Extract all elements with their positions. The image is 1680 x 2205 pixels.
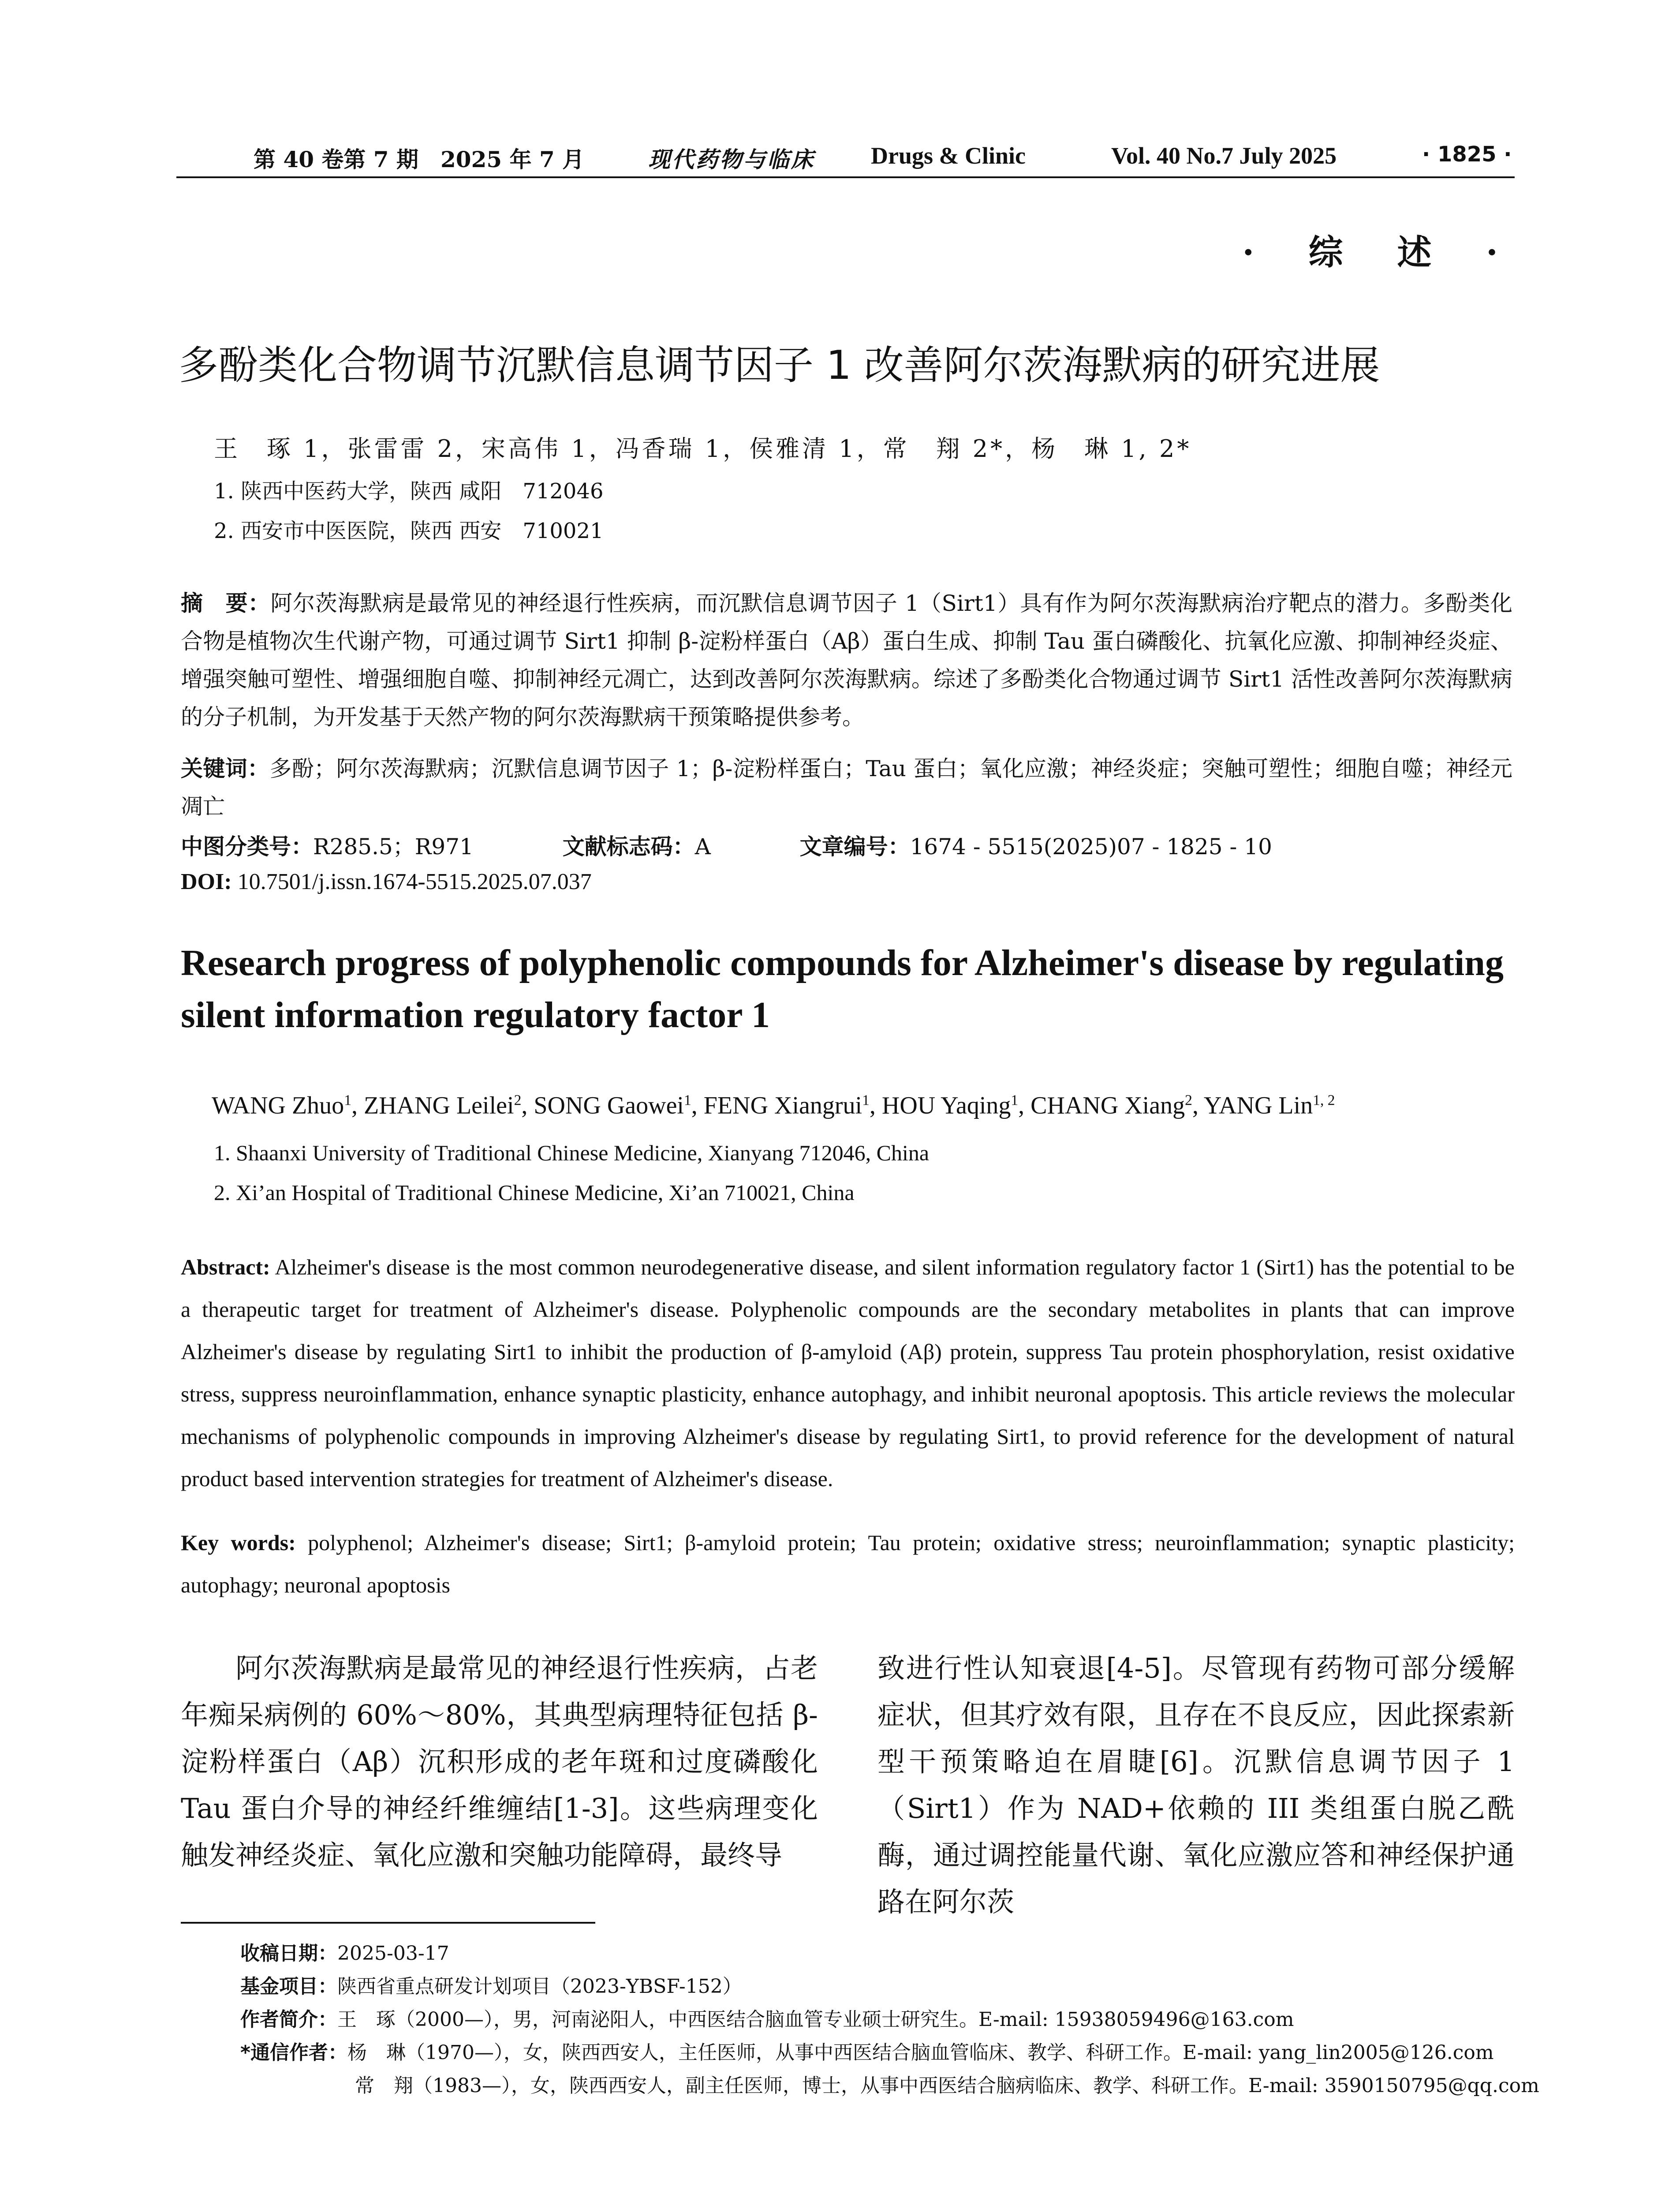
- footnote-corresponding-2-text: 常 翔（1983—），女，陕西西安人，副主任医师，博士，从事中西医结合脑病临床、教学、科研工作。E-mail: 3590150795@qq.com: [355, 2074, 1539, 2097]
- footnote-rule: [181, 1922, 595, 1924]
- clc-value: R285.5；R971: [313, 834, 474, 860]
- footnote-received: [240, 1937, 449, 1966]
- header-issue-cn: 第 40 卷第 7 期 2025 年 7 月: [254, 146, 585, 172]
- body-column-left: 阿尔茨海默病是最常见的神经退行性疾病，占老年痴呆病例的 60%～80%，其典型病理特征包括 β-淀粉样蛋白（Aβ）沉积形成的老年斑和过度磷酸化 Tau 蛋白介导的神经纤维缠结[1-3]。这些病理变化触发神经炎症、氧化应激和突触功能障碍，最终导: [181, 1652, 818, 1871]
- article-no-value: 1674 - 5515(2025)07 - 1825 - 10: [910, 834, 1272, 860]
- authors-en: WANG Zhuo$^1$, ZHANG Leilei$^2$, SONG Gaowei$^1$, FENG Xiangrui$^1$, HOU Yaqing$^1$, CHANG Xiang$^2$, YANG Lin$^{1, 2}$: [212, 1092, 1335, 1119]
- keywords-cn: [181, 750, 1512, 826]
- keywords-cn-label: 关键词：: [181, 756, 270, 781]
- title-cn: 多酚类化合物调节沉默信息调节因子 1 改善阿尔茨海默病的研究进展: [179, 342, 1380, 389]
- abstract-cn: [181, 584, 1512, 736]
- footnote-received-label: 收稿日期：: [240, 1942, 337, 1965]
- header-rule: [176, 176, 1515, 178]
- abstract-en: [181, 1246, 1515, 1500]
- keywords-en-label: Key words:: [181, 1530, 296, 1555]
- abstract-en-text: Alzheimer's disease is the most common neurodegenerative disease, and silent information regulatory factor 1 (Sirt1) has the potential to be a therapeutic target for treatment of Alzheimer's disease. Polyphenolic compounds are the secondary metabolites in plants that can improve Alzheimer's disease by regulating Sirt1 to inhibit the production of β-amyloid (Aβ) protein, suppress Tau protein phosphorylation, resist oxidative stress, suppress neuroinflammation, enhance synaptic plasticity, enhance autophagy, and inhibit neuronal apoptosis. This article reviews the molecular mechanisms of polyphenolic compounds in improving Alzheimer's disease by regulating Sirt1, to provid reference for the development of natural product based intervention strategies for treatment of Alzheimer's disease.: [181, 1255, 1515, 1491]
- footnote-corresponding-label: *通信作者：: [240, 2041, 348, 2064]
- header-page-number: · 1825 ·: [1422, 142, 1512, 167]
- header-journal-cn: 现代药物与临床: [648, 146, 815, 172]
- footnote-funding-label: 基金项目：: [240, 1975, 337, 1998]
- abstract-cn-label: 摘 要：: [181, 590, 271, 616]
- footnote-corresponding-author: [240, 2037, 1494, 2065]
- article-no-label: 文章编号：: [799, 834, 910, 860]
- footnote-author-bio-text: 王 琢（2000—），男，河南泌阳人，中西医结合脑血管专业硕士研究生。E-mail: 15938059496@163.com: [337, 2008, 1294, 2031]
- footnote-funding: [240, 1970, 742, 1999]
- keywords-cn-text: 多酚；阿尔茨海默病；沉默信息调节因子 1；β-淀粉样蛋白；Tau 蛋白；氧化应激；神经炎症；突触可塑性；细胞自噬；神经元凋亡: [181, 756, 1512, 819]
- doi-value: 10.7501/j.issn.1674-5515.2025.07.037: [237, 869, 592, 894]
- doi-label: DOI:: [181, 869, 232, 894]
- footnote-funding-text: 陕西省重点研发计划项目（2023-YBSF-152）: [337, 1975, 742, 1998]
- title-en: Research progress of polyphenolic compounds for Alzheimer's disease by regulating silent information regulatory factor 1: [181, 942, 1504, 1035]
- clc-label: 中图分类号：: [181, 834, 313, 860]
- column-label: · 综 述 ·: [1242, 232, 1519, 273]
- keywords-en-text: polyphenol; Alzheimer's disease; Sirt1; β-amyloid protein; Tau protein; oxidative stress; neuroinflammation; synaptic plasticity; autophagy; neuronal apoptosis: [181, 1530, 1515, 1597]
- affiliation-en-2: 2. Xi’an Hospital of Traditional Chinese Medicine, Xi’an 710021, China: [214, 1180, 855, 1205]
- footnote-received-text: 2025-03-17: [337, 1942, 449, 1965]
- footnote-corresponding-author-2: [355, 2070, 1539, 2098]
- authors-cn: 王 琢 1，张雷雷 2，宋高伟 1，冯香瑞 1，侯雅清 1，常 翔 2*，杨 琳 1, 2*: [214, 435, 1192, 463]
- affiliation-cn-2: 2. 西安市中医医院，陕西 西安 710021: [214, 519, 604, 543]
- header-issue-en: Vol. 40 No.7 July 2025: [1111, 142, 1337, 169]
- affiliation-en-1: 1. Shaanxi University of Traditional Chinese Medicine, Xianyang 712046, China: [214, 1140, 930, 1165]
- affiliation-cn-1: 1. 陕西中医药大学，陕西 咸阳 712046: [214, 479, 604, 504]
- footnote-author-bio: [240, 2003, 1294, 2032]
- header-journal-en: Drugs & Clinic: [871, 142, 1026, 169]
- classification-line: [181, 829, 1272, 861]
- body-column-right: 致进行性认知衰退[4-5]。尽管现有药物可部分缓解症状，但其疗效有限，且存在不良反应，因此探索新型干预策略迫在眉睫[6]。沉默信息调节因子 1（Sirt1）作为 NAD+依赖的 III 类组蛋白脱乙酰酶，通过调控能量代谢、氧化应激应答和神经保护通路在阿尔茨: [877, 1652, 1515, 1918]
- footnote-corresponding-text: 杨 琳（1970—），女，陕西西安人，主任医师，从事中西医结合脑血管临床、教学、科研工作。E-mail: yang_lin2005@126.com: [347, 2041, 1494, 2064]
- doc-code-value: A: [694, 834, 711, 860]
- keywords-en: [181, 1521, 1515, 1606]
- abstract-en-label: Abstract:: [181, 1255, 270, 1279]
- doc-code-label: 文献标志码：: [562, 834, 695, 860]
- abstract-cn-text: 阿尔茨海默病是最常见的神经退行性疾病，而沉默信息调节因子 1（Sirt1）具有作为阿尔茨海默病治疗靶点的潜力。多酚类化合物是植物次生代谢产物，可通过调节 Sirt1 抑制 β-淀粉样蛋白（Aβ）蛋白生成、抑制 Tau 蛋白磷酸化、抗氧化应激、抑制神经炎症、增强突触可塑性、增强细胞自噬、抑制神经元凋亡，达到改善阿尔茨海默病。综述了多酚类化合物通过调节 Sirt1 活性改善阿尔茨海默病的分子机制，为开发基于天然产物的阿尔茨海默病干预策略提供参考。: [181, 590, 1513, 730]
- doi-line: [181, 869, 592, 895]
- footnote-author-bio-label: 作者简介：: [240, 2008, 337, 2031]
